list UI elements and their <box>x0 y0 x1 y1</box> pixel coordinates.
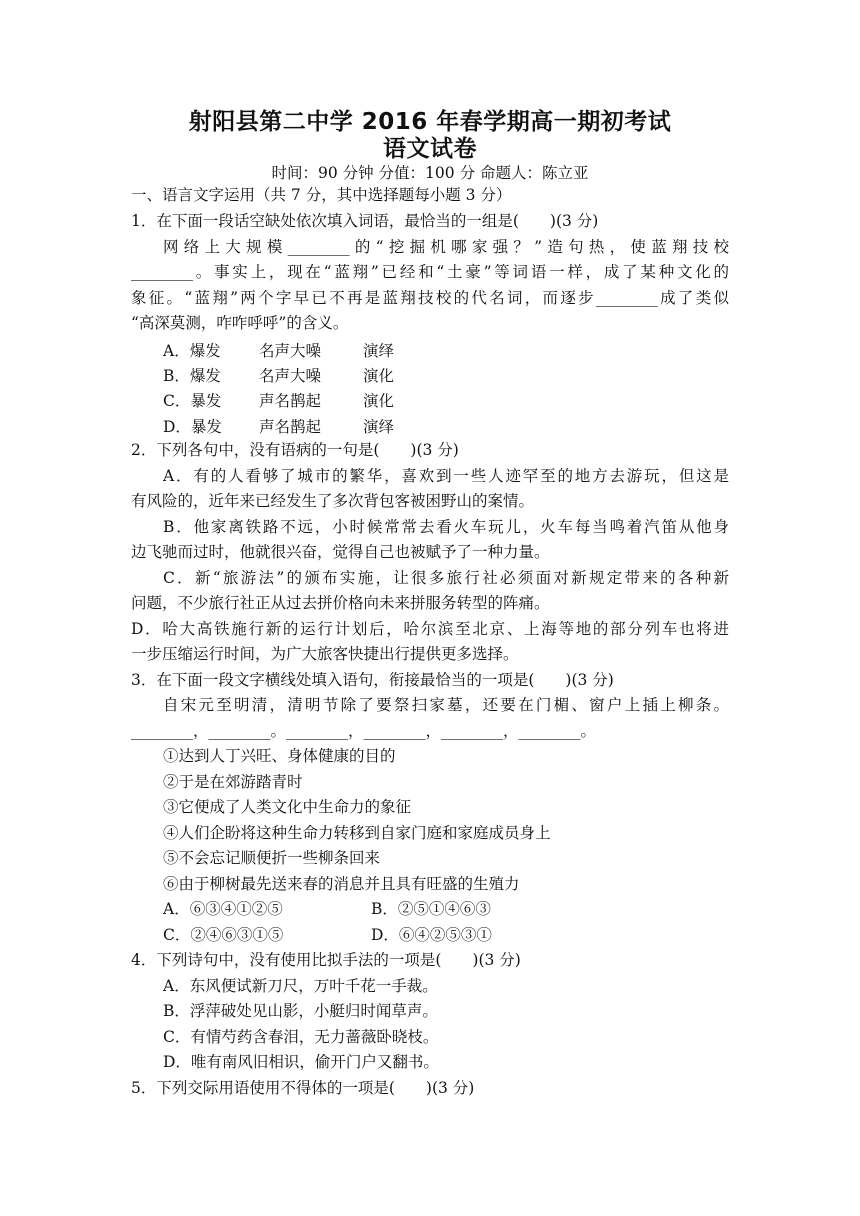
q2-option-b: B．他家离铁路不远，小时候常常去看火车玩儿，火车每当鸣着汽笛从他身 <box>163 518 729 536</box>
q2-option-a: A．有的人看够了城市的繁华，喜欢到一些人迹罕至的地方去游玩，但这是 <box>163 467 729 485</box>
option-col: B．爆发 <box>163 367 221 385</box>
option-col: 名声大噪 <box>259 367 322 385</box>
option-col: A．爆发 <box>163 342 221 360</box>
option-col: 演化 <box>363 392 395 410</box>
q4-option-d: D．唯有南风旧相识，偷开门户又翻书。 <box>163 1053 439 1071</box>
q1-passage-line: “高深莫测，咋咋呼呼”的含义。 <box>131 314 349 332</box>
q2-option-c-cont: 问题，不少旅行社正从过去拼价格向未来拼服务转型的阵痛。 <box>131 594 550 612</box>
q1-option-c <box>163 389 394 411</box>
q1-passage-line: ________。事实上，现在“蓝翔”已经和“土豪”等词语一样，成了某种文化的 <box>131 263 729 281</box>
q3-item: ⑥由于柳树最先送来春的消息并且具有旺盛的生殖力 <box>163 875 520 893</box>
exam-subtitle: 语文试卷 <box>383 136 477 162</box>
q4-option-c: C．有情芍药含春泪，无力蔷薇卧晓枝。 <box>163 1028 439 1046</box>
q2-option-a-cont: 有风险的，近年来已经发生了多次背包客被困野山的案情。 <box>131 492 535 510</box>
q1-passage-line: 网络上大规模________的“挖掘机哪家强？”造句热，使蓝翔技校 <box>163 238 729 256</box>
exam-title: 射阳县第二中学 2016 年春学期高一期初考试 <box>188 109 672 135</box>
q3-passage-line: 自宋元至明清，清明节除了要祭扫家墓，还要在门楣、窗户上插上柳条。 <box>163 696 729 714</box>
q1-option-b <box>163 364 394 386</box>
q3-option-d: D．⑥④②⑤③① <box>371 926 492 944</box>
q3-stem: 3．在下面一段文字横线处填入语句，衔接最恰当的一项是( )(3 分) <box>131 671 614 689</box>
option-col: C．暴发 <box>163 392 222 410</box>
q3-item: ②于是在郊游踏青时 <box>163 773 303 791</box>
q2-option-d: D．哈大高铁施行新的运行计划后，哈尔滨至北京、上海等地的部分列车也将进 <box>131 620 729 638</box>
section-heading: 一、语言文字运用（共 7 分，其中选择题每小题 3 分） <box>131 186 512 204</box>
q1-option-d <box>163 415 394 437</box>
q1-stem: 1．在下面一段话空缺处依次填入词语，最恰当的一组是( )(3 分) <box>131 212 599 230</box>
q3-blank-line: ________，________。________，________，________，________。 <box>131 722 597 740</box>
q1-option-a <box>163 339 394 361</box>
q2-option-b-cont: 边飞驰而过时，他就很兴奋，觉得自己也被赋予了一种力量。 <box>131 543 550 561</box>
q4-stem: 4．下列诗句中，没有使用比拟手法的一项是( )(3 分) <box>131 951 521 969</box>
q4-option-a: A．东风便试新刀尺，万叶千花一手裁。 <box>163 977 438 995</box>
q4-option-b: B．浮萍破处见山影，小艇归时闻草声。 <box>163 1002 438 1020</box>
option-col: 演绎 <box>363 342 395 360</box>
q5-stem: 5．下列交际用语使用不得体的一项是( )(3 分) <box>131 1079 475 1097</box>
q3-item: ③它便成了人类文化中生命力的象征 <box>163 798 412 816</box>
q3-item: ①达到人丁兴旺、身体健康的目的 <box>163 747 396 765</box>
option-col: 声名鹊起 <box>259 392 322 410</box>
q3-item: ⑤不会忘记顺便折一些柳条回来 <box>163 849 381 867</box>
q3-option-c: C．②④⑥③①⑤ <box>163 926 284 944</box>
q3-option-b: B．②⑤①④⑥③ <box>371 900 491 918</box>
q2-option-c: C．新“旅游法”的颁布实施，让很多旅行社必须面对新规定带来的各种新 <box>163 569 729 587</box>
exam-meta: 时间：90 分钟 分值：100 分 命题人：陈立亚 <box>271 164 589 182</box>
option-col: D．暴发 <box>163 418 222 436</box>
q1-passage-line: 象征。“蓝翔”两个字早已不再是蓝翔技校的代名词，而逐步________成了类似 <box>131 289 729 307</box>
q2-stem: 2．下列各句中，没有语病的一句是( )(3 分) <box>131 441 459 459</box>
option-col: 演化 <box>363 367 395 385</box>
option-col: 名声大噪 <box>259 342 322 360</box>
option-col: 声名鹊起 <box>259 418 322 436</box>
option-col: 演绎 <box>363 418 395 436</box>
q2-option-d-cont: 一步压缩运行时间，为广大旅客快捷出行提供更多选择。 <box>131 645 519 663</box>
q3-item: ④人们企盼将这种生命力转移到自家门庭和家庭成员身上 <box>163 824 551 842</box>
q3-option-a: A．⑥③④①②⑤ <box>163 900 283 918</box>
